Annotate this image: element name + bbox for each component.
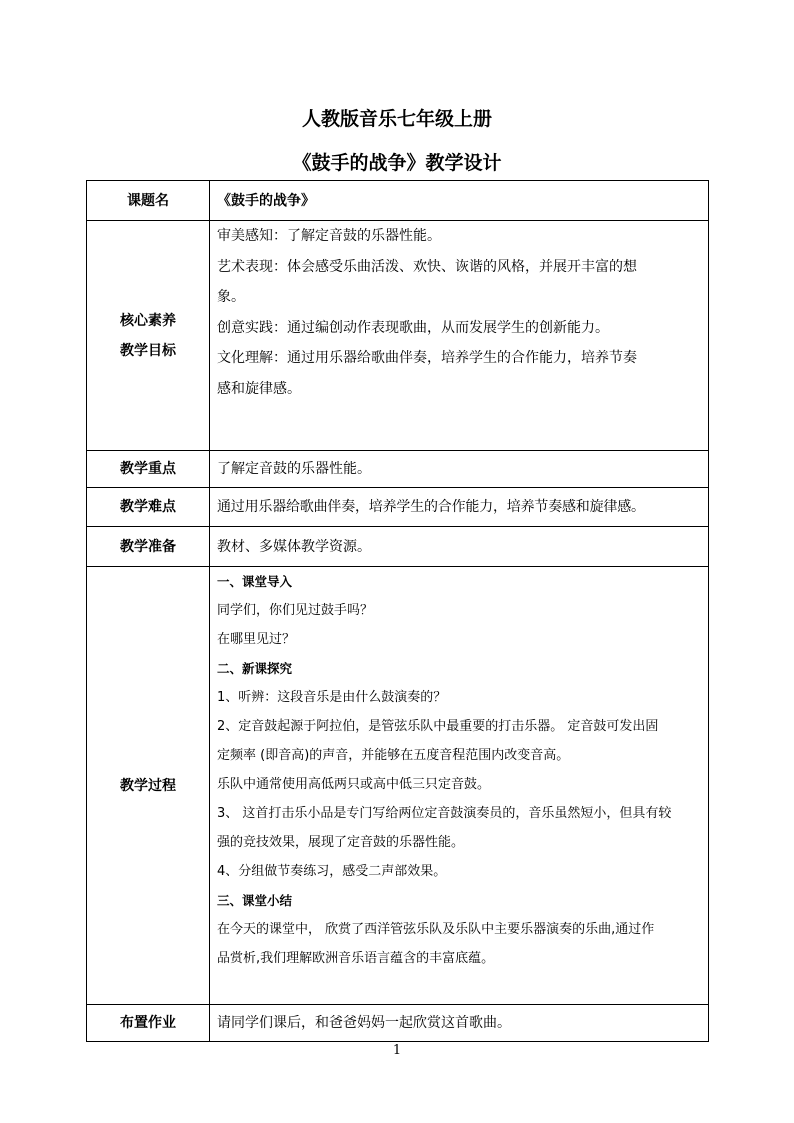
process-line: 乐队中通常使用高低两只或高中低三只定音鼓。 [217, 777, 491, 792]
goal-line: 感和旋律感。 [217, 380, 301, 397]
page-number: 1 [392, 1043, 402, 1058]
process-section-heading: 二、新课探究 [217, 661, 293, 676]
process-line: 同学们，你们见过鼓手吗？ [217, 603, 374, 618]
process-line: 1、听辨：这段音乐是由什么鼓演奏的？ [217, 690, 447, 705]
process-content [210, 567, 709, 1005]
lesson-value: 《鼓手的战争》 [210, 181, 709, 221]
process-line: 4、分组做节奏练习，感受二声部效果。 [217, 864, 447, 879]
goals-label-line1: 核心素养 [120, 312, 176, 329]
table-row-homework [87, 1005, 709, 1042]
process-line: 在今天的课堂中， 欣赏了西洋管弦乐队及乐队中主要乐器演奏的乐曲,通过作 [217, 922, 655, 937]
goal-line: 艺术表现：体会感受乐曲活泼、欢快、诙谐的风格，并展开丰富的想 [217, 258, 637, 275]
difficulties-label: 教学难点 [87, 488, 210, 527]
goals-label [87, 221, 210, 451]
goals-content [210, 221, 709, 451]
table-row-process [87, 567, 709, 1005]
lesson-label: 课题名 [87, 181, 210, 221]
homework-label: 布置作业 [87, 1005, 210, 1042]
process-line: 品赏析,我们理解欧洲音乐语言蕴含的丰富底蕴。 [217, 951, 495, 966]
key-points-label: 教学重点 [87, 451, 210, 488]
process-line: 2、定音鼓起源于阿拉伯，是管弦乐队中最重要的打击乐器。 定音鼓可发出固 [217, 719, 659, 734]
process-section-heading: 三、课堂小结 [217, 893, 293, 908]
homework-value: 请同学们课后，和爸爸妈妈一起欣赏这首歌曲。 [210, 1005, 709, 1042]
goals-label-line2: 教学目标 [120, 342, 176, 359]
goal-line: 创意实践：通过编创动作表现歌曲，从而发展学生的创新能力。 [217, 319, 609, 336]
process-label: 教学过程 [87, 567, 210, 1005]
table-row-difficulties [87, 488, 709, 527]
process-line: 强的竞技效果，展现了定音鼓的乐器性能。 [217, 835, 465, 850]
document-subtitle: 《鼓手的战争》教学设计 [292, 152, 502, 174]
process-line: 3、 这首打击乐小品是专门写给两位定音鼓演奏员的，音乐虽然短小，但具有较 [217, 806, 672, 821]
table-row-key-points [87, 451, 709, 488]
goal-line: 审美感知：了解定音鼓的乐器性能。 [217, 228, 441, 244]
preparation-value: 教材、多媒体教学资源。 [210, 527, 709, 567]
lesson-plan-table [86, 180, 709, 1042]
preparation-label: 教学准备 [87, 527, 210, 567]
goal-line: 文化理解：通过用乐器给歌曲伴奏，培养学生的合作能力，培养节奏 [217, 350, 637, 366]
table-row-goals [87, 221, 709, 451]
table-row-lesson [87, 181, 709, 221]
goal-line: 象。 [217, 289, 245, 305]
process-line: 定频率 (即音高)的声音，并能够在五度音程范围内改变音高。 [217, 748, 570, 763]
process-line: 在哪里见过？ [217, 632, 296, 647]
process-section-heading: 一、课堂导入 [217, 574, 293, 589]
table-row-preparation [87, 527, 709, 567]
document-title: 人教版音乐七年级上册 [301, 108, 492, 130]
key-points-value: 了解定音鼓的乐器性能。 [210, 451, 709, 488]
difficulties-value: 通过用乐器给歌曲伴奏，培养学生的合作能力，培养节奏感和旋律感。 [210, 488, 709, 527]
